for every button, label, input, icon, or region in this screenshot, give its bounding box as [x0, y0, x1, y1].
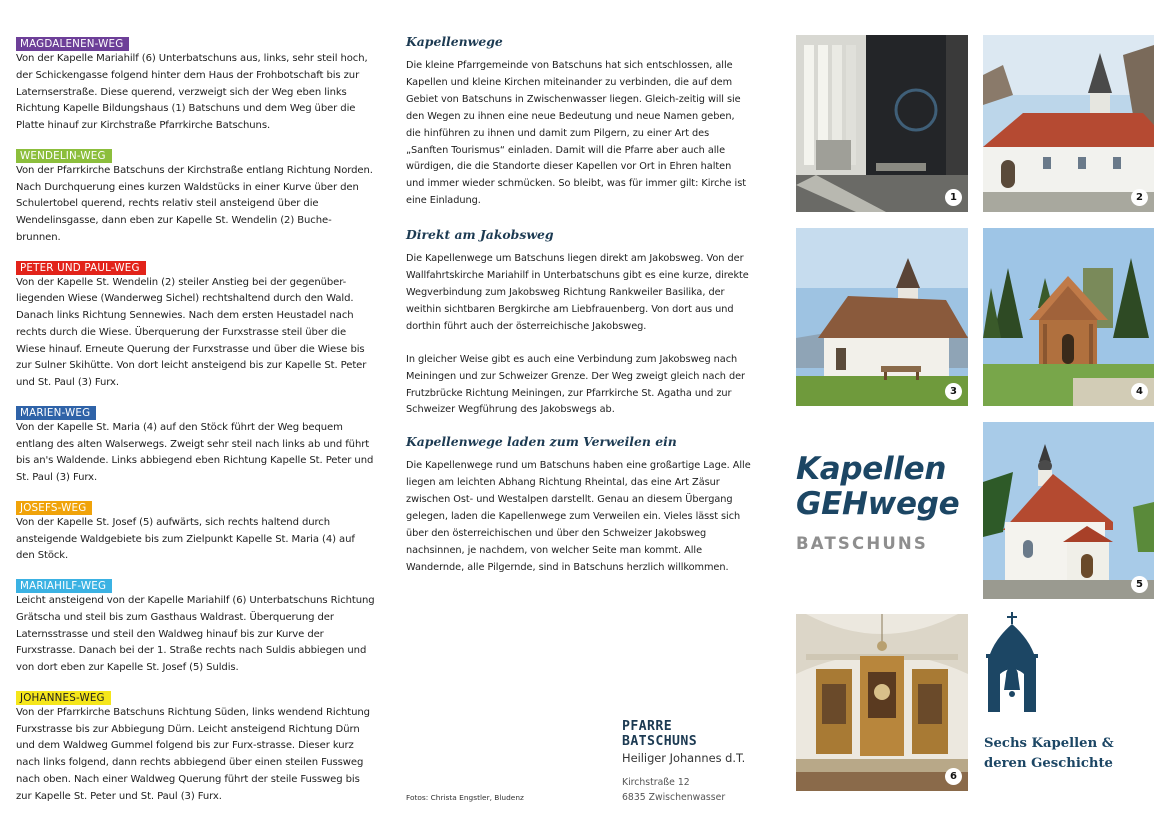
- chapel-photo: [983, 422, 1154, 599]
- route-description: Von der Kapelle St. Maria (4) auf den Stöck führt der Weg bequem entlang des alten Walserwegs. Zweigt sehr steil nach links ab und führt bis an's Waldende. Links abbiegend eben Richtung Kapelle St. Peter und St. Paul (3) Furx.: [16, 421, 374, 483]
- route-item: [16, 686, 376, 806]
- chapel-photo: [796, 228, 968, 406]
- bell-tower-logo-icon: [984, 612, 1040, 712]
- photo-number: 1: [945, 189, 962, 206]
- tagline: [984, 734, 1144, 774]
- parish-street: Kirchstraße 12: [622, 777, 690, 788]
- section-verweilen: [406, 434, 751, 576]
- route-tag: MAGDALENEN-WEG: [16, 37, 129, 51]
- route-description: Von der Kapelle St. Wendelin (2) steiler Anstieg bei der gegenüber-liegenden Wiese (Wanderweg Sichel) rechtshaltend durch den Wald. Danach links Richtung Sennewies. Nach dem ersten Heustadel nach rechts durch die Wiese. Überquerung der Furxstrasse steil über die Wiese hinauf. Erneute Querung der Furxstrasse und über die Wiese bis zur Sulner Skihütte. Von dort leicht ansteigend bis zur Kapelle St. Peter und St. Paul (3) Furx.: [16, 276, 367, 388]
- section-heading: Kapellenwege: [406, 34, 503, 49]
- section-heading: Direkt am Jakobsweg: [406, 227, 554, 243]
- route-item: [16, 496, 376, 565]
- photo-number: 6: [945, 768, 962, 785]
- section-kapellenwege: [406, 34, 751, 210]
- section-paragraph: Die Kapellenwege rund um Batschuns haben eine großartige Lage. Alle liegen am leichten Abhang Richtung Rheintal, das eine Art Zäsur zwischen Ost- und Westalpen darstellt. Genau an diesem Übergang gelegen, laden die Kapellenwege zum Verweilen ein. Vieles lässt sich über den österreichischen und über den Schweizer Jakobsweg nachsinnen, je nachdem, von welcher Seite man kommt. Alle Wandernde, alle Pilgernde, sind in Batschuns herzlich willkommen.: [406, 460, 751, 573]
- church-altar-photo: [796, 614, 968, 791]
- parish-contact: [622, 719, 772, 805]
- route-item: [16, 574, 376, 677]
- route-tag: PETER UND PAUL-WEG: [16, 261, 146, 275]
- photo-credit: Fotos: Christa Engstler, Bludenz: [406, 793, 524, 802]
- section-heading: Kapellenwege laden zum Verweilen ein: [406, 434, 677, 450]
- tagline-line2: deren Geschichte: [984, 756, 1113, 771]
- route-description: Von der Kapelle Mariahilf (6) Unterbatschuns aus, links, sehr steil hoch, der Schickengasse folgend hinter dem Haus der Frohbotschaft bis zur Laternserstraße. Diese querend, verzweigt sich der Weg eben links Richtung Kapelle Bildungshaus (1) Batschuns und dem Weg über die Platte hinauf zur Kirchstraße Pfarrkirche Batschuns.: [16, 53, 368, 131]
- section-jakobsweg: [406, 227, 751, 419]
- route-tag: JOSEFS-WEG: [16, 501, 92, 515]
- route-description: Von der Pfarrkirche Batschuns Richtung Süden, links wendend Richtung Furxstrasse bis zur Abbiegung Dürn. Leicht ansteigend Richtung Dürn und dem Waldweg Gummel folgend bis zur Furx-strasse. Dieser kurz nach links folgend, dann rechts abbiegend über einen steilen Fussweg nach oben. Nach einer Waldweg Querung führt der steile Fussweg bis zur Kapelle St. Peter und St. Paul (3) Furx.: [16, 706, 370, 802]
- title-line2: GEHwege: [796, 486, 960, 522]
- route-list: [16, 32, 376, 814]
- route-item: [16, 401, 376, 487]
- route-item: [16, 32, 376, 135]
- route-description: Von der Pfarrkirche Batschuns der Kirchstraße entlang Richtung Norden. Nach Durchquerung eines kurzen Waldstücks in einer Kurve über den Schulertobel querend, rechts relativ steil ansteigend über die Wendelinsgasse, dann eben zur Kapelle St. Wendelin (2) Buche-brunnen.: [16, 164, 373, 243]
- route-tag: MARIAHILF-WEG: [16, 579, 112, 593]
- route-description: Von der Kapelle St. Josef (5) aufwärts, sich rechts haltend durch ansteigende Waldgebiete bis zum Zielpunkt Kapelle St. Maria (4) auf den Stöck.: [16, 516, 355, 562]
- route-description: Leicht ansteigend von der Kapelle Mariahilf (6) Unterbatschuns Richtung Grätscha und steil bis zum Gasthaus Waldrast. Überquerung der Laternsstrasse und steil den Waldweg hinauf bis zur Kurve der Furxstrasse. Danach bei der 1. Straße rechts nach Suldis abbiegen und von dort eben zur Kapelle St. Josef (5) Suldis.: [16, 595, 375, 673]
- route-item: [16, 256, 376, 392]
- parish-name-line2: BATSCHUNS: [622, 734, 698, 749]
- route-tag: MARIEN-WEG: [16, 406, 96, 420]
- route-item: [16, 144, 376, 247]
- section-paragraph: Die kleine Pfarrgemeinde von Batschuns hat sich entschlossen, alle Kapellen und kleine Kirchen miteinander zu verbinden, die auf dem Gebiet von Batschuns in Zwischenwasser liegen. Gleich-zeitig will sie den Wegen zu ihnen eine neue Bedeutung und neue Namen geben, die hinführen zu ihnen und damit zum Pilgern, zu einer Art des „Sanften Tourismus“ einladen. Damit will die Pfarre aber auch alle würdigen, die die Standorte dieser Kapellen vor Ort in Ehren halten und immer wieder schmücken. So bleibt, was für immer gilt: Kirche ist eine Einladung.: [406, 60, 747, 207]
- photo-number: 5: [1131, 576, 1148, 593]
- intro-column: [406, 34, 751, 593]
- title-line1: Kapellen: [796, 451, 947, 487]
- photo-number: 3: [945, 383, 962, 400]
- photo-number: 2: [1131, 189, 1148, 206]
- parish-city: 6835 Zwischenwasser: [622, 792, 726, 803]
- chapel-interior-photo: [796, 35, 968, 212]
- route-tag: JOHANNES-WEG: [16, 691, 111, 705]
- photo-number: 4: [1131, 383, 1148, 400]
- route-tag: WENDELIN-WEG: [16, 149, 112, 163]
- section-paragraph: In gleicher Weise gibt es auch eine Verbindung zum Jakobsweg nach Meiningen und zur Schweizer Grenze. Der Weg zweigt gleich nach der Frutzbrücke Richtung Meiningen, zur Pfarrkirche St. Agatha und zur Schweizer Wegführung des Jakobswegs ab.: [406, 353, 745, 416]
- section-paragraph: Die Kapellenwege um Batschuns liegen direkt am Jakobsweg. Von der Wallfahrtskirche Mariahilf in Unterbatschuns gibt es eine kurze, direkte Wegverbindung zum Jakobsweg Richtung Rankweiler Basilika, der weithin sichtbaren Bergkirche am Liebfrauenberg. Von dort aus und dorthin führt auch der österreichische Jakobsweg.: [406, 253, 749, 332]
- title-subtitle: BATSCHUNS: [796, 534, 929, 553]
- tagline-line1: Sechs Kapellen &: [984, 736, 1114, 751]
- parish-name-line1: PFARRE: [622, 719, 673, 734]
- brochure-title: [796, 452, 976, 553]
- wooden-chapel-photo: [983, 228, 1154, 406]
- parish-patron: Heiliger Johannes d.T.: [622, 751, 746, 765]
- chapel-photo: [983, 35, 1154, 212]
